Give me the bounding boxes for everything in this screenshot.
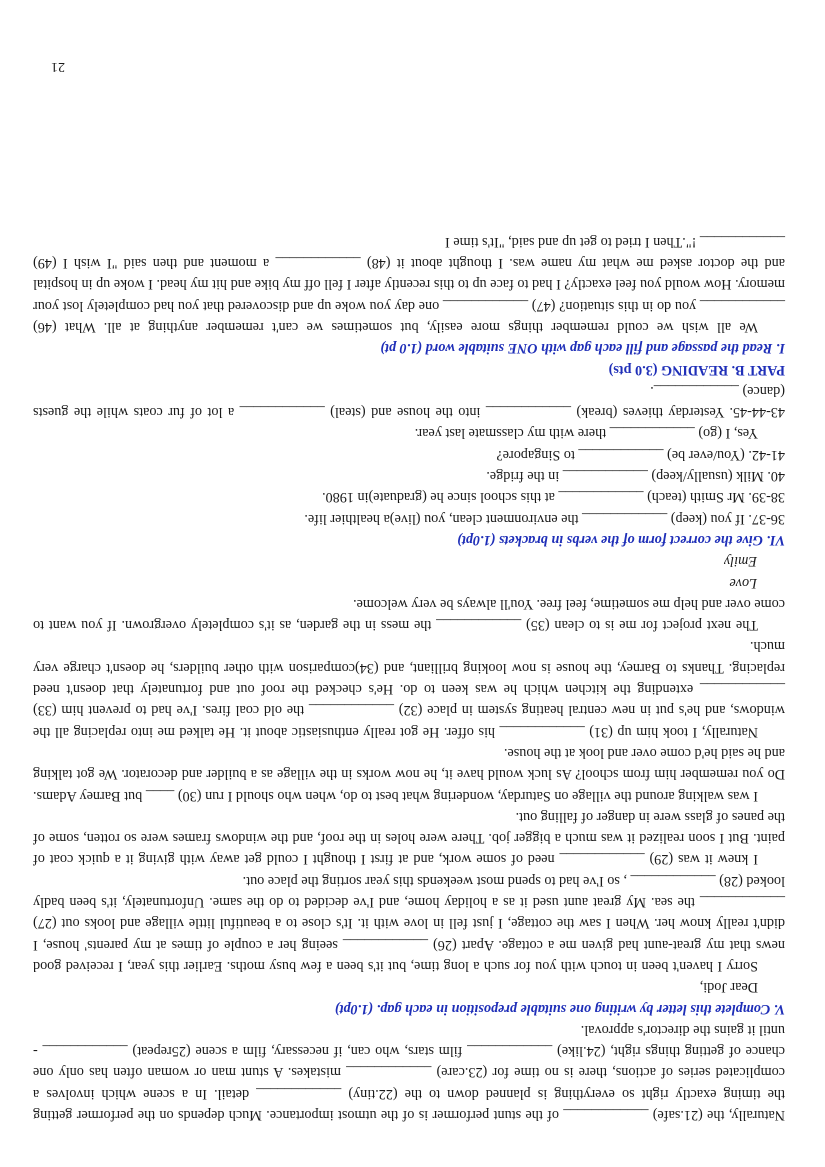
- verb-item-yes: Yes, I (go) ____________ there with my classmate last year.: [414, 425, 758, 442]
- verb-item-36: 36-37. If you (keep) ____________ the environment clean, you (live)a healthier life.: [304, 510, 785, 527]
- verb-item-38: 38-39. Mr Smith (teach) ____________ at this school since he (graduate)in 1980.: [322, 489, 785, 506]
- letter-paragraph-2: I knew it was (29) ____________ need of some work, and at first I thought I could get away with giving it a quick coat of paint. But I soon realized it was much a bigger job. There were holes in the roof, and the windows frames were so rotten, some of the panes of glass were in danger of falling out.: [33, 808, 785, 868]
- page-number: 21: [51, 59, 65, 74]
- part-b-heading: PART B. READING (3.0 pts): [608, 361, 785, 378]
- document-body: [33, 231, 785, 1125]
- letter-paragraph-1: Sorry I haven't been in touch with you for such a long time, but it's been a few busy moths. Earlier this year, I received good news that my great-aunt had given me a cottage. Apart (26) ____________ seeing her a couple of times at my parents' house, I didn't really know her. When I saw the cottage, I just fell in love with it. It's close to a beautiful little village and looks out (27) ____________ the sea. My great aunt used it as a holiday home, and I've decided to do the same. Unfortunately, it's been badly looked (28) ____________ , so I've had to spend most weekends this year sorting the place out.: [33, 872, 785, 974]
- letter-signature: Emily: [723, 553, 757, 570]
- section-v-heading: V. Complete this letter by writing one suitable preposition in each gap. (1.0pt): [334, 1000, 785, 1017]
- verb-item-40: 40. Milk (usually/keep) ____________ in the fridge.: [486, 468, 785, 485]
- letter-closing: Love: [729, 574, 757, 591]
- section-vi-heading: VI. Give the correct form of the verbs in brackets (1.0pt): [457, 531, 785, 548]
- reading-paragraph-1: We all wish we could remember things more easily, but sometimes we can't remember anything at all. What (46) ____________ you do in this situation? (47) ____________ one day you woke up and discovered that you had completely lost your memory. How would you feel exactly? I had to face up to this recently after I fell off my bike and hit my head. I woke up in hospital and the doctor asked me what my name was. I thought about it (48) ____________ a moment and then said "I wish I (49) ____________ !".Then I tried to get up and said, "It's time I: [33, 233, 785, 336]
- letter-paragraph-5: The next project for me is to clean (35) ____________ the mess in the garden, as it's completely overgrown. If you want to come over and help me sometime, feel free. You'll always be very welcome.: [33, 595, 785, 634]
- stunt-paragraph: Naturally, the (21.safe) ____________ of the stunt performer is of the utmost importance. Much depends on the performer getting the timing exactly right so everything is planned down to the (22.tiny) ____________ detail. In a scene which involves a complicated series of actions, there is no time for (23.care) ____________ mistakes. A stunt man or woman often has only one chance of getting things right, (24.like) ____________ film stars, who can, if necessary, film a scene (25repeat) ____________ - until it gains the director's approval.: [33, 1021, 785, 1123]
- reading-i-heading: I. Read the passage and fill each gap with ONE suitable word (1.0 pt): [380, 340, 785, 357]
- letter-salutation: Dear Jodi,: [699, 979, 758, 996]
- letter-paragraph-3: I was walking around the village on Saturday, wondering what best to do, when who should I run (30) ____ but Barney Adams. Do you remember him from school? As luck would have it, he now works in the village as a builder and decorator. We got talking and he said he'd come over and look at the house.: [33, 744, 785, 804]
- verb-item-41: 41-42. (You/ever be) ____________ to Singapore?: [496, 446, 785, 463]
- letter-paragraph-4: Naturally, I took him up (31) ____________ his offer. He got really enthusiastic about it. He talked me into replacing all the windows, and he's put in new central heating system in place (32) ____________ the old coal fires. I've had to prevent him (33) ____________ extending the kitchen which he was keen to do. He's checked the roof out and fortunately that doesn't need replacing. Thanks to Barney, the house is now looking brilliant, and (34)comparison with other builders, he doesn't charge very much.: [33, 638, 785, 740]
- verb-item-43: 43-44-45. Yesterday thieves (break) ____________ into the house and (steal) ____________ a lot of fur coats while the guests (dance) ____________.: [33, 382, 785, 421]
